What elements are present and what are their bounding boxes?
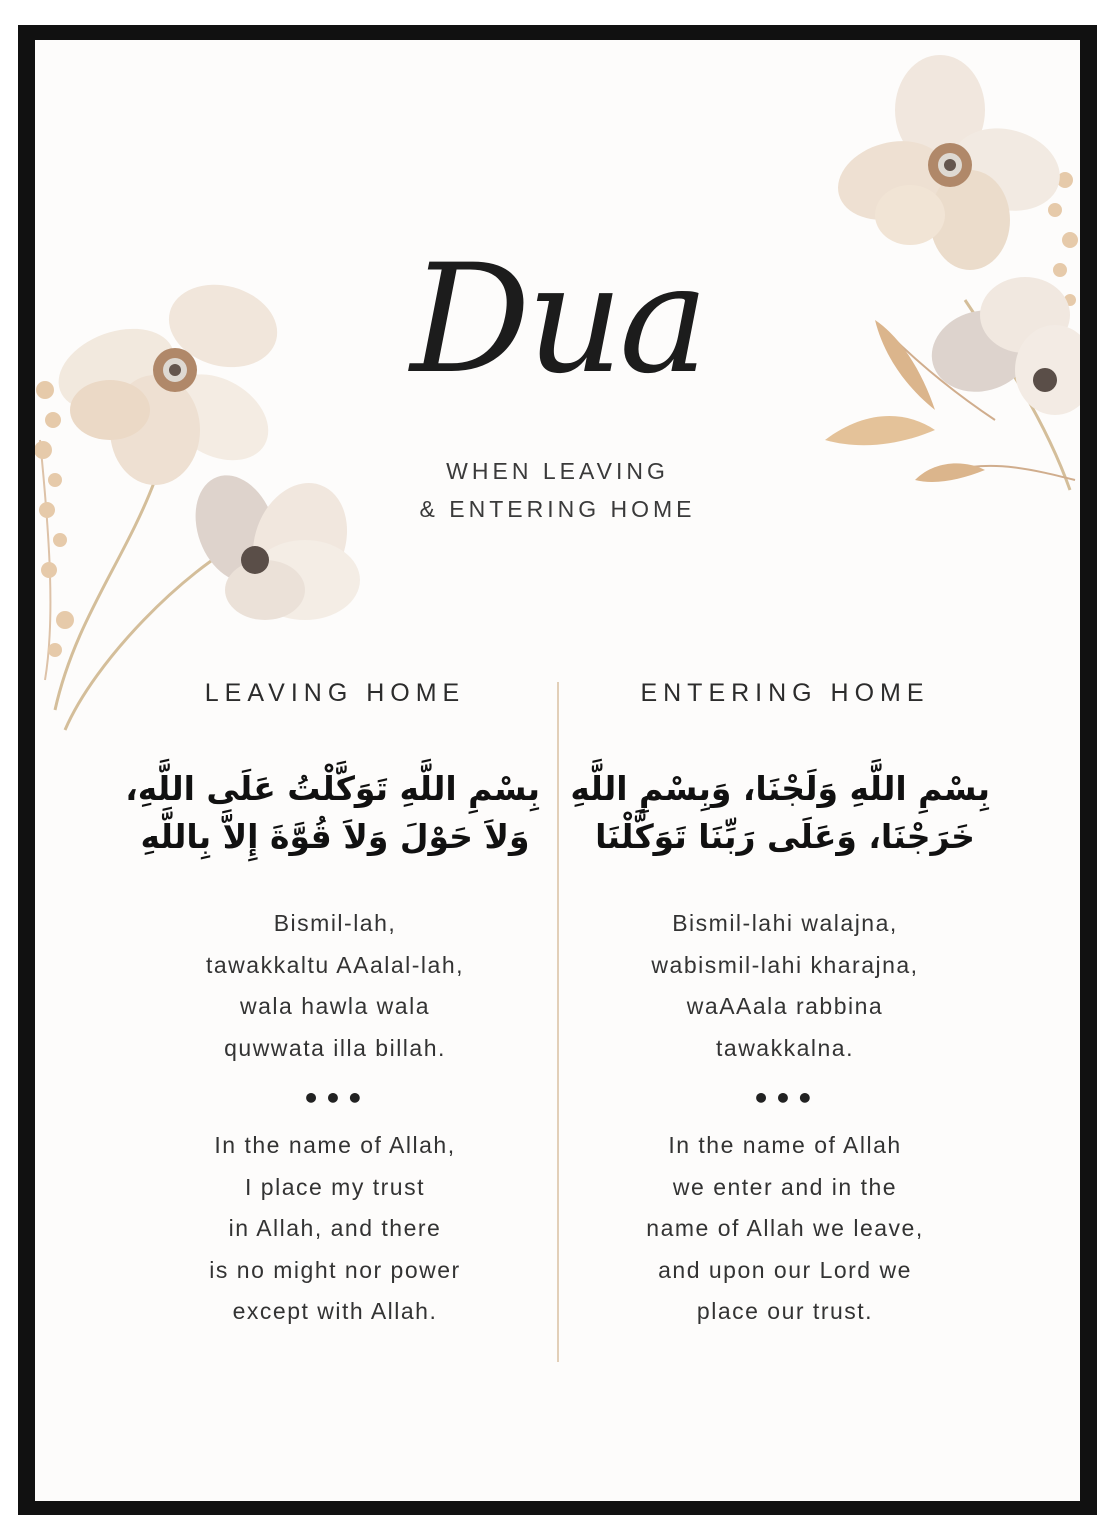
translation-line: In the name of Allah, [214, 1132, 456, 1158]
transliteration-line: quwwata illa billah. [224, 1034, 446, 1061]
transliteration-line: Bismil-lah, [273, 910, 397, 936]
transliteration-line: Bismil-lahi walajna, [672, 910, 898, 936]
section-heading: LEAVING HOME [204, 679, 466, 707]
translation-line: in Allah, and there [228, 1215, 442, 1241]
transliteration [580, 903, 990, 1069]
translation-line: name of Allah we leave, [646, 1215, 924, 1241]
arabic-line: وَلاَ حَوْلَ وَلاَ قُوَّةَ إِلاَّ بِاللَّهِ [140, 817, 530, 856]
translation-line: is no might nor power [209, 1256, 461, 1283]
section-entering-home [570, 675, 990, 1333]
transliteration-line: wala hawla wala [240, 993, 430, 1019]
subtitle-line1: WHEN LEAVING [446, 458, 669, 484]
arabic-line: خَرَجْنَا، وَعَلَى رَبِّنَا تَوَكَّلْنَا [595, 817, 975, 856]
transliteration [130, 903, 540, 1069]
translation [580, 1125, 990, 1333]
poster [35, 40, 1080, 1501]
separator-dots: ••• [302, 1082, 368, 1115]
arabic-line: بِسْمِ اللَّهِ تَوَكَّلْتُ عَلَى اللَّهِ، [125, 769, 540, 808]
arabic-line: بِسْمِ اللَّهِ وَلَجْنَا، وَبِسْمِ اللَّهِ [570, 769, 990, 808]
translation-line: place our trust. [696, 1298, 874, 1324]
subtitle-line2: & ENTERING HOME [419, 496, 696, 522]
transliteration-line: tawakkalna. [716, 1034, 854, 1061]
page-title: Dua [410, 233, 705, 407]
transliteration-line: tawakkaltu AAalal-lah, [205, 951, 464, 978]
transliteration-line: wabismil-lahi kharajna, [651, 951, 919, 978]
translation [130, 1125, 540, 1333]
arabic-text [570, 765, 990, 861]
section-leaving-home [125, 675, 540, 1333]
translation-line: we enter and in the [672, 1173, 898, 1200]
translation-line: and upon our Lord we [658, 1256, 912, 1283]
arabic-text [125, 765, 540, 861]
separator-dots: ••• [752, 1082, 818, 1115]
translation-line: except with Allah. [232, 1298, 438, 1324]
column-divider [557, 682, 559, 1362]
translation-line: In the name of Allah [668, 1132, 902, 1158]
section-heading: ENTERING HOME [640, 679, 930, 707]
transliteration-line: waAAala rabbina [686, 993, 884, 1019]
translation-line: I place my trust [245, 1173, 425, 1200]
